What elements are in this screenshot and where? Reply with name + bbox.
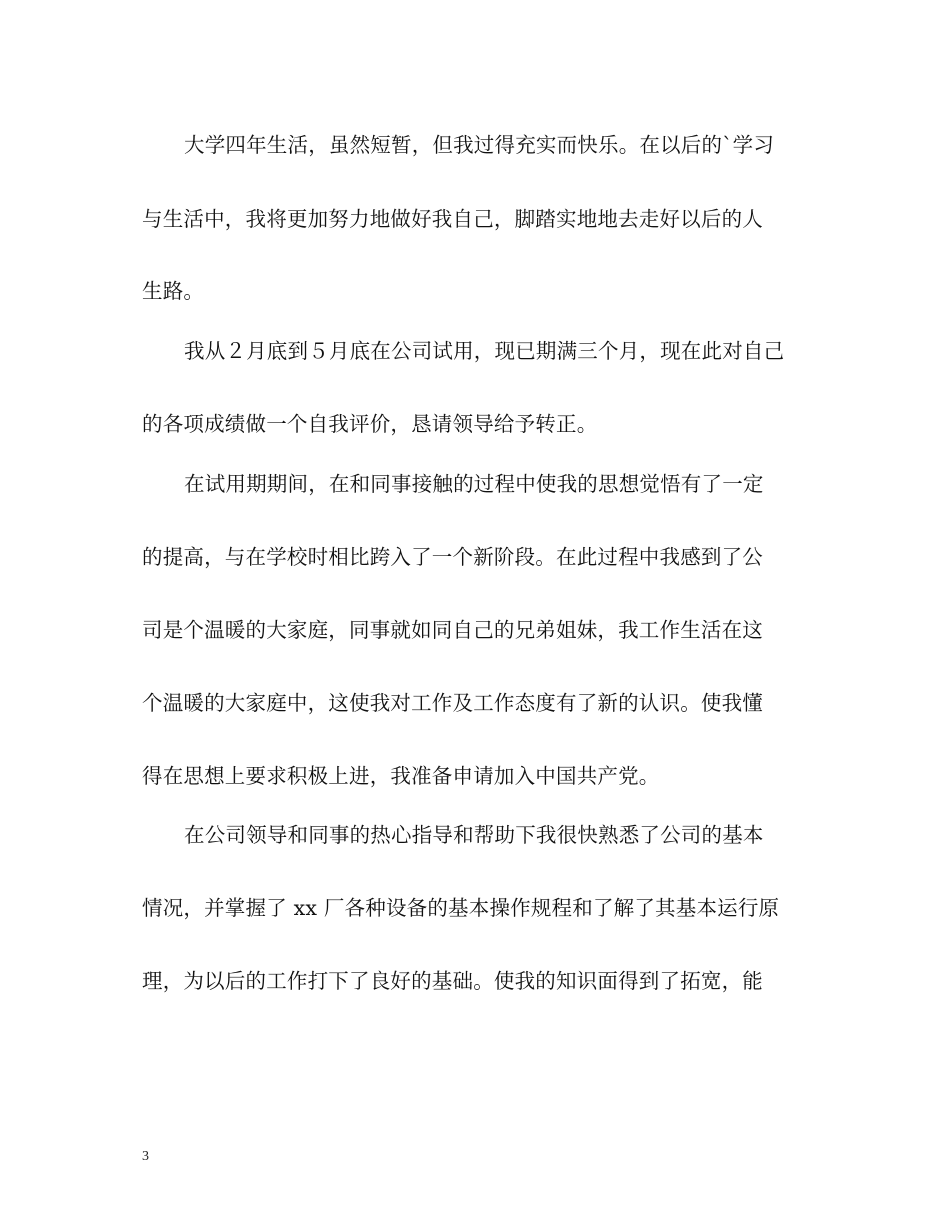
paragraph-3-line-4: 个温暖的大家庭中，这使我对工作及工作态度有了新的认识。使我懂 [142,691,763,715]
paragraph-3-line-2: 的提高，与在学校时相比跨入了一个新阶段。在此过程中我感到了公 [142,545,763,569]
page-number: 3 [142,1149,149,1164]
paragraph-3-line-5: 得在思想上要求积极上进，我准备申请加入中国共产党。 [142,764,660,788]
paragraph-4-line-2: 情况，并掌握了 xx 厂各种设备的基本操作规程和了解了其基本运行原 [142,896,780,920]
paragraph-3-line-3: 司是个温暖的大家庭，同事就如同自己的兄弟姐妹，我工作生活在这 [142,618,763,642]
paragraph-1-line-2: 与生活中，我将更加努力地做好我自己，脚踏实地地去走好以后的人 [142,207,763,231]
paragraph-2-line-2: 的各项成绩做一个自我评价，恳请领导给予转正。 [142,412,598,436]
paragraph-4-line-3: 理，为以后的工作打下了良好的基础。使我的知识面得到了拓宽，能 [142,969,763,993]
paragraph-1-line-1: 大学四年生活，虽然短暂，但我过得充实而快乐。在以后的`学习 [184,133,775,157]
paragraph-1-line-3: 生路。 [142,279,205,303]
paragraph-3-line-1: 在试用期期间，在和同事接触的过程中使我的思想觉悟有了一定 [184,472,764,496]
paragraph-2-line-1: 我从２月底到５月底在公司试用，现已期满三个月，现在此对自己 [184,339,785,363]
paragraph-4-line-1: 在公司领导和同事的热心指导和帮助下我很快熟悉了公司的基本 [184,823,764,847]
